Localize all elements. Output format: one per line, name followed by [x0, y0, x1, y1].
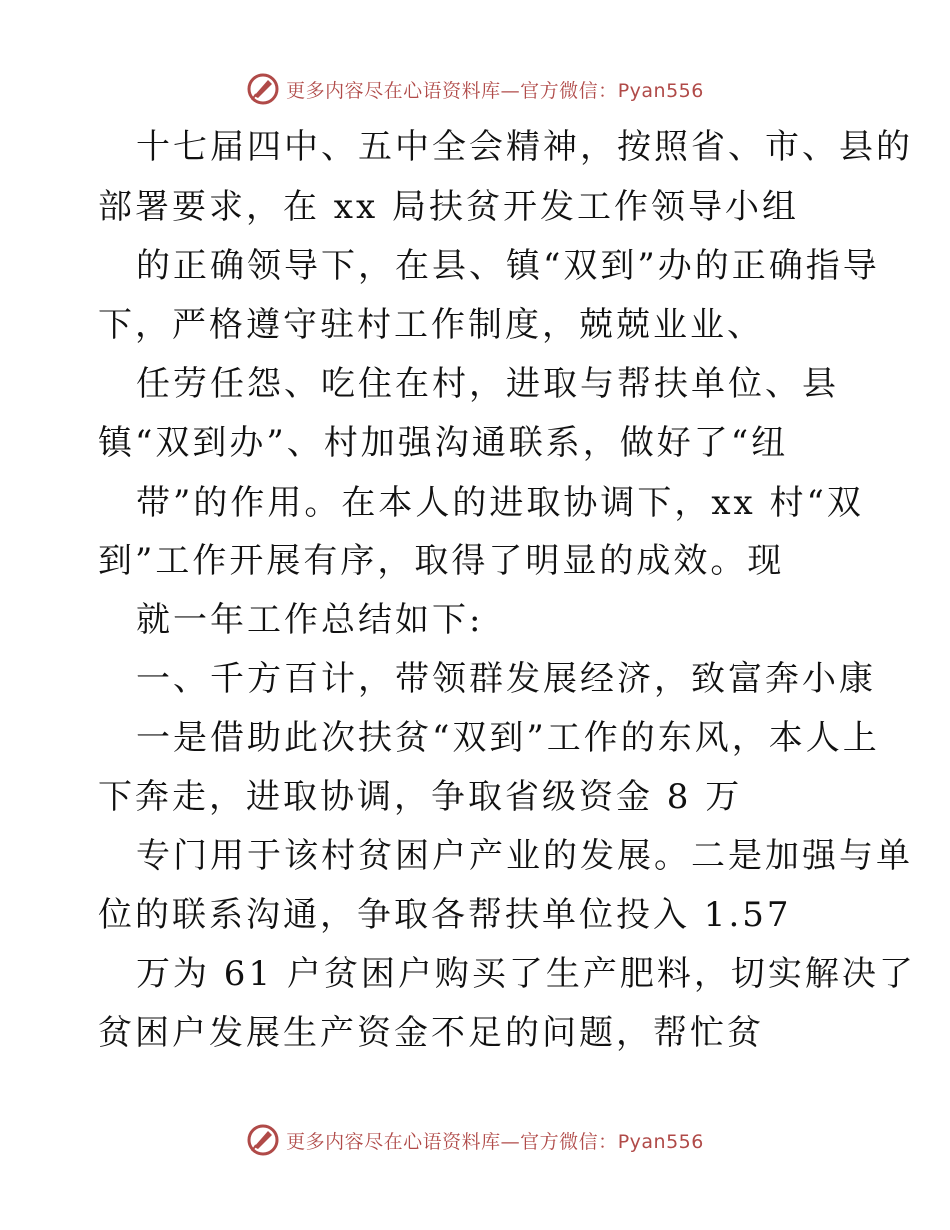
body-line: 镇“双到办”、村加强沟通联系，做好了“纽: [98, 423, 789, 463]
body-line: 贫困户发展生产资金不足的问题，帮忙贫: [98, 1013, 764, 1053]
watermark-main-text: 更多内容尽在心语资料库: [286, 1130, 501, 1153]
watermark-account-id: Pyan556: [617, 1130, 704, 1153]
watermark-account-label: 官方微信：: [520, 1130, 618, 1153]
section-heading: 一、千方百计，带领群发展经济，致富奔小康: [136, 659, 876, 699]
body-line: 专门用于该村贫困户产业的发展。二是加强与单: [136, 836, 913, 876]
watermark-text: [286, 76, 704, 103]
footer-watermark: [0, 1123, 950, 1157]
watermark-account-label: 官方微信：: [520, 79, 618, 102]
body-line: 到”工作开展有序，取得了明显的成效。现: [98, 541, 785, 581]
quill-logo-icon: [246, 72, 280, 106]
body-line: 下，严格遵守驻村工作制度，兢兢业业、: [98, 305, 764, 345]
body-line: 万为 61 户贫困户购买了生产肥料，切实解决了: [136, 954, 916, 994]
body-line: 就一年工作总结如下:: [136, 600, 484, 640]
body-line: 带”的作用。在本人的进取协调下，xx 村“双: [136, 483, 864, 523]
body-line: 任劳任怨、吃住在村，进取与帮扶单位、县: [136, 364, 839, 404]
watermark-separator: —: [500, 1130, 521, 1153]
watermark-main-text: 更多内容尽在心语资料库: [286, 79, 501, 102]
watermark-separator: —: [500, 79, 521, 102]
header-watermark: [0, 72, 950, 106]
body-line: 位的联系沟通，争取各帮扶单位投入 1.57: [98, 895, 792, 935]
body-line: 一是借助此次扶贫“双到”工作的东风，本人上: [136, 718, 880, 758]
watermark-account-id: Pyan556: [617, 79, 704, 102]
watermark-text: [286, 1127, 704, 1154]
body-line: 十七届四中、五中全会精神，按照省、市、县的: [136, 127, 913, 167]
body-line: 的正确领导下，在县、镇“双到”办的正确指导: [136, 246, 880, 286]
body-line: 部署要求，在 xx 局扶贫开发工作领导小组: [98, 187, 799, 227]
quill-logo-icon: [246, 1123, 280, 1157]
body-line: 下奔走，进取协调，争取省级资金 8 万: [98, 777, 743, 817]
